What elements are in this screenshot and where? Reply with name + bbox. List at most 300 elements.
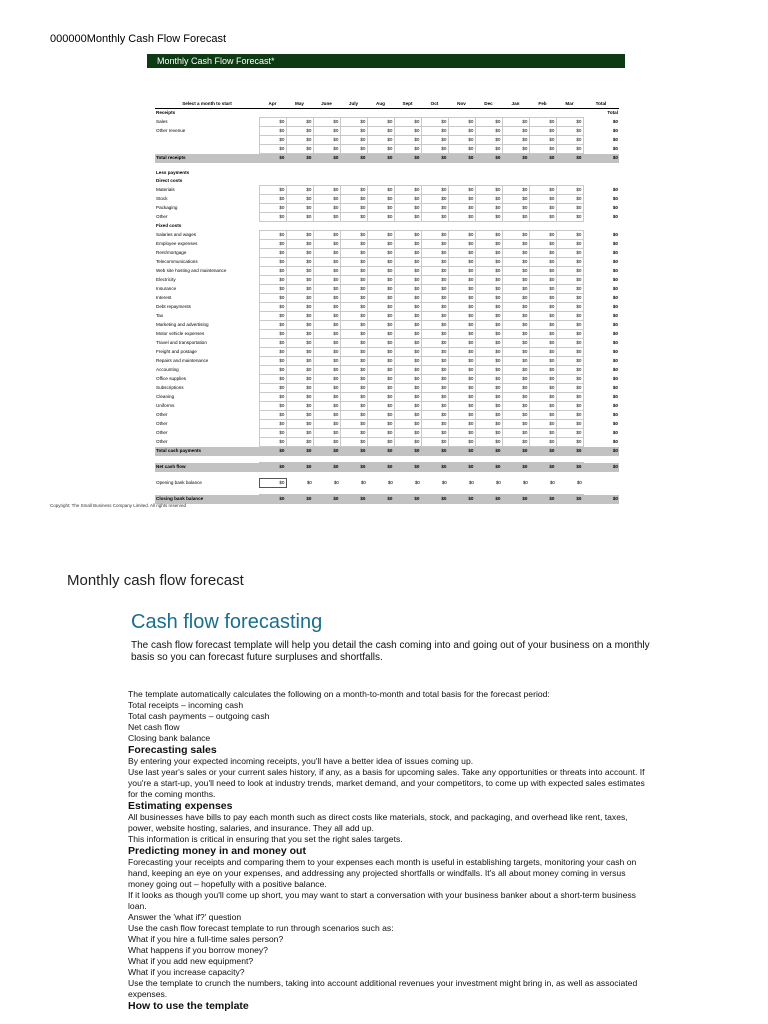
- month-value-cell[interactable]: $0: [313, 118, 340, 127]
- month-value-cell[interactable]: $0: [475, 420, 502, 429]
- month-value-cell[interactable]: $0: [259, 420, 286, 429]
- month-value-cell[interactable]: $0: [286, 145, 313, 154]
- month-value-cell[interactable]: $0: [475, 231, 502, 240]
- month-value-cell[interactable]: $0: [313, 204, 340, 213]
- month-value-cell[interactable]: $0: [313, 127, 340, 136]
- month-value-cell[interactable]: $0: [448, 195, 475, 204]
- month-value-cell[interactable]: $0: [286, 420, 313, 429]
- month-value-cell[interactable]: $0: [286, 312, 313, 321]
- month-value-cell[interactable]: $0: [394, 186, 421, 195]
- month-value-cell[interactable]: $0: [367, 402, 394, 411]
- month-value-cell[interactable]: $0: [529, 348, 556, 357]
- month-value-cell[interactable]: $0: [313, 276, 340, 285]
- month-value-cell[interactable]: $0: [502, 213, 529, 222]
- month-value-cell[interactable]: $0: [556, 118, 583, 127]
- month-value-cell[interactable]: $0: [394, 411, 421, 420]
- month-value-cell[interactable]: $0: [529, 357, 556, 366]
- month-value-cell[interactable]: $0: [394, 240, 421, 249]
- month-value-cell[interactable]: $0: [259, 312, 286, 321]
- month-value-cell[interactable]: $0: [475, 294, 502, 303]
- month-value-cell[interactable]: $0: [340, 384, 367, 393]
- month-value-cell[interactable]: $0: [286, 339, 313, 348]
- month-value-cell[interactable]: $0: [367, 330, 394, 339]
- month-value-cell[interactable]: $0: [313, 366, 340, 375]
- month-value-cell[interactable]: $0: [502, 186, 529, 195]
- month-value-cell[interactable]: $0: [286, 330, 313, 339]
- month-value-cell[interactable]: $0: [367, 231, 394, 240]
- month-value-cell[interactable]: $0: [529, 375, 556, 384]
- month-value-cell[interactable]: $0: [313, 420, 340, 429]
- month-value-cell[interactable]: $0: [421, 366, 448, 375]
- month-value-cell[interactable]: $0: [340, 145, 367, 154]
- month-value-cell[interactable]: $0: [394, 136, 421, 145]
- month-value-cell[interactable]: $0: [340, 420, 367, 429]
- month-value-cell[interactable]: $0: [421, 402, 448, 411]
- month-value-cell[interactable]: $0: [475, 213, 502, 222]
- month-value-cell[interactable]: $0: [340, 375, 367, 384]
- month-value-cell[interactable]: $0: [556, 136, 583, 145]
- month-value-cell[interactable]: $0: [394, 195, 421, 204]
- month-value-cell[interactable]: $0: [259, 294, 286, 303]
- month-value-cell[interactable]: $0: [286, 384, 313, 393]
- month-value-cell[interactable]: $0: [448, 312, 475, 321]
- month-value-cell[interactable]: $0: [421, 411, 448, 420]
- month-value-cell[interactable]: $0: [394, 375, 421, 384]
- month-value-cell[interactable]: $0: [313, 402, 340, 411]
- month-value-cell[interactable]: $0: [502, 357, 529, 366]
- month-value-cell[interactable]: $0: [340, 429, 367, 438]
- month-value-cell[interactable]: $0: [448, 402, 475, 411]
- month-value-cell[interactable]: $0: [448, 285, 475, 294]
- month-value-cell[interactable]: $0: [529, 366, 556, 375]
- month-value-cell[interactable]: $0: [556, 145, 583, 154]
- month-value-cell[interactable]: $0: [367, 312, 394, 321]
- month-value-cell[interactable]: $0: [367, 429, 394, 438]
- month-value-cell[interactable]: $0: [421, 240, 448, 249]
- month-value-cell[interactable]: $0: [556, 348, 583, 357]
- month-value-cell[interactable]: $0: [421, 321, 448, 330]
- month-value-cell[interactable]: $0: [367, 186, 394, 195]
- month-value-cell[interactable]: $0: [394, 204, 421, 213]
- month-value-cell[interactable]: $0: [502, 321, 529, 330]
- month-value-cell[interactable]: $0: [421, 384, 448, 393]
- month-value-cell[interactable]: $0: [448, 429, 475, 438]
- month-value-cell[interactable]: $0: [286, 249, 313, 258]
- month-value-cell[interactable]: $0: [502, 411, 529, 420]
- month-value-cell[interactable]: $0: [475, 276, 502, 285]
- month-value-cell[interactable]: $0: [502, 240, 529, 249]
- month-value-cell[interactable]: $0: [475, 303, 502, 312]
- month-value-cell[interactable]: $0: [313, 375, 340, 384]
- month-value-cell[interactable]: $0: [556, 438, 583, 447]
- month-value-cell[interactable]: $0: [556, 186, 583, 195]
- month-value-cell[interactable]: $0: [556, 420, 583, 429]
- month-value-cell[interactable]: $0: [259, 438, 286, 447]
- month-value-cell[interactable]: $0: [475, 438, 502, 447]
- month-value-cell[interactable]: $0: [286, 348, 313, 357]
- month-value-cell[interactable]: $0: [502, 420, 529, 429]
- month-value-cell[interactable]: $0: [367, 375, 394, 384]
- month-value-cell[interactable]: $0: [340, 357, 367, 366]
- month-value-cell[interactable]: $0: [448, 276, 475, 285]
- month-value-cell[interactable]: $0: [259, 118, 286, 127]
- month-value-cell[interactable]: $0: [340, 294, 367, 303]
- month-value-cell[interactable]: $0: [448, 348, 475, 357]
- month-value-cell[interactable]: $0: [367, 420, 394, 429]
- month-value-cell[interactable]: $0: [259, 276, 286, 285]
- month-value-cell[interactable]: $0: [394, 312, 421, 321]
- month-value-cell[interactable]: $0: [394, 321, 421, 330]
- month-value-cell[interactable]: $0: [367, 240, 394, 249]
- month-value-cell[interactable]: $0: [448, 393, 475, 402]
- month-value-cell[interactable]: $0: [313, 312, 340, 321]
- month-value-cell[interactable]: $0: [448, 339, 475, 348]
- month-value-cell[interactable]: $0: [421, 258, 448, 267]
- month-value-cell[interactable]: $0: [421, 348, 448, 357]
- month-value-cell[interactable]: $0: [529, 393, 556, 402]
- month-value-cell[interactable]: $0: [421, 249, 448, 258]
- month-value-cell[interactable]: $0: [340, 276, 367, 285]
- month-value-cell[interactable]: $0: [502, 375, 529, 384]
- month-value-cell[interactable]: $0: [286, 258, 313, 267]
- month-value-cell[interactable]: $0: [475, 366, 502, 375]
- month-value-cell[interactable]: $0: [367, 127, 394, 136]
- month-value-cell[interactable]: $0: [340, 213, 367, 222]
- month-value-cell[interactable]: $0: [394, 249, 421, 258]
- month-value-cell[interactable]: $0: [448, 258, 475, 267]
- month-value-cell[interactable]: $0: [529, 276, 556, 285]
- month-value-cell[interactable]: $0: [259, 145, 286, 154]
- month-value-cell[interactable]: $0: [448, 118, 475, 127]
- month-value-cell[interactable]: $0: [448, 186, 475, 195]
- month-value-cell[interactable]: $0: [529, 438, 556, 447]
- month-value-cell[interactable]: $0: [529, 330, 556, 339]
- month-value-cell[interactable]: $0: [394, 402, 421, 411]
- month-value-cell[interactable]: $0: [367, 267, 394, 276]
- month-value-cell[interactable]: $0: [367, 276, 394, 285]
- month-value-cell[interactable]: $0: [259, 393, 286, 402]
- month-value-cell[interactable]: $0: [475, 321, 502, 330]
- month-value-cell[interactable]: $0: [286, 294, 313, 303]
- month-value-cell[interactable]: $0: [394, 357, 421, 366]
- month-value-cell[interactable]: $0: [556, 330, 583, 339]
- month-value-cell[interactable]: $0: [448, 303, 475, 312]
- month-value-cell[interactable]: $0: [556, 267, 583, 276]
- month-value-cell[interactable]: $0: [367, 145, 394, 154]
- month-value-cell[interactable]: $0: [367, 195, 394, 204]
- month-value-cell[interactable]: $0: [448, 366, 475, 375]
- month-value-cell[interactable]: $0: [556, 294, 583, 303]
- month-value-cell[interactable]: $0: [259, 339, 286, 348]
- month-value-cell[interactable]: $0: [394, 118, 421, 127]
- month-value-cell[interactable]: $0: [259, 195, 286, 204]
- month-value-cell[interactable]: $0: [448, 294, 475, 303]
- month-value-cell[interactable]: $0: [421, 213, 448, 222]
- month-value-cell[interactable]: $0: [475, 402, 502, 411]
- month-value-cell[interactable]: $0: [421, 312, 448, 321]
- month-value-cell[interactable]: $0: [475, 339, 502, 348]
- month-value-cell[interactable]: $0: [367, 258, 394, 267]
- month-value-cell[interactable]: $0: [259, 348, 286, 357]
- month-value-cell[interactable]: $0: [556, 303, 583, 312]
- month-value-cell[interactable]: $0: [475, 204, 502, 213]
- month-value-cell[interactable]: $0: [529, 312, 556, 321]
- month-value-cell[interactable]: $0: [340, 303, 367, 312]
- month-value-cell[interactable]: $0: [421, 118, 448, 127]
- month-value-cell[interactable]: $0: [313, 186, 340, 195]
- month-value-cell[interactable]: $0: [529, 186, 556, 195]
- month-value-cell[interactable]: $0: [286, 276, 313, 285]
- month-value-cell[interactable]: $0: [340, 402, 367, 411]
- month-value-cell[interactable]: $0: [340, 312, 367, 321]
- month-value-cell[interactable]: $0: [502, 195, 529, 204]
- month-value-cell[interactable]: $0: [394, 145, 421, 154]
- month-value-cell[interactable]: $0: [421, 186, 448, 195]
- month-value-cell[interactable]: $0: [259, 411, 286, 420]
- month-value-cell[interactable]: $0: [313, 411, 340, 420]
- month-value-cell[interactable]: $0: [556, 357, 583, 366]
- month-value-cell[interactable]: $0: [367, 294, 394, 303]
- month-value-cell[interactable]: $0: [421, 294, 448, 303]
- month-value-cell[interactable]: $0: [313, 231, 340, 240]
- month-value-cell[interactable]: $0: [259, 375, 286, 384]
- month-value-cell[interactable]: $0: [286, 267, 313, 276]
- month-value-cell[interactable]: $0: [286, 136, 313, 145]
- month-value-cell[interactable]: $0: [529, 294, 556, 303]
- month-value-cell[interactable]: $0: [475, 240, 502, 249]
- month-value-cell[interactable]: $0: [529, 204, 556, 213]
- month-value-cell[interactable]: $0: [421, 429, 448, 438]
- month-value-cell[interactable]: $0: [313, 339, 340, 348]
- month-value-cell[interactable]: $0: [421, 195, 448, 204]
- month-value-cell[interactable]: $0: [394, 393, 421, 402]
- month-value-cell[interactable]: $0: [502, 249, 529, 258]
- month-value-cell[interactable]: $0: [448, 127, 475, 136]
- month-value-cell[interactable]: $0: [340, 204, 367, 213]
- month-value-cell[interactable]: $0: [502, 303, 529, 312]
- month-value-cell[interactable]: $0: [475, 267, 502, 276]
- month-value-cell[interactable]: $0: [502, 231, 529, 240]
- month-value-cell[interactable]: $0: [367, 303, 394, 312]
- month-value-cell[interactable]: $0: [340, 240, 367, 249]
- month-value-cell[interactable]: $0: [340, 127, 367, 136]
- month-value-cell[interactable]: $0: [259, 429, 286, 438]
- month-value-cell[interactable]: $0: [502, 438, 529, 447]
- month-value-cell[interactable]: $0: [448, 321, 475, 330]
- month-value-cell[interactable]: $0: [313, 294, 340, 303]
- month-value-cell[interactable]: $0: [448, 420, 475, 429]
- month-value-cell[interactable]: $0: [529, 321, 556, 330]
- month-value-cell[interactable]: $0: [259, 285, 286, 294]
- month-value-cell[interactable]: $0: [286, 402, 313, 411]
- month-value-cell[interactable]: $0: [340, 330, 367, 339]
- month-value-cell[interactable]: $0: [340, 195, 367, 204]
- month-value-cell[interactable]: $0: [421, 339, 448, 348]
- month-value-cell[interactable]: $0: [556, 375, 583, 384]
- month-value-cell[interactable]: $0: [421, 420, 448, 429]
- month-value-cell[interactable]: $0: [556, 384, 583, 393]
- month-value-cell[interactable]: $0: [502, 384, 529, 393]
- month-value-cell[interactable]: $0: [259, 479, 286, 488]
- month-value-cell[interactable]: $0: [448, 145, 475, 154]
- month-value-cell[interactable]: $0: [421, 204, 448, 213]
- month-value-cell[interactable]: $0: [340, 267, 367, 276]
- month-value-cell[interactable]: $0: [475, 411, 502, 420]
- month-value-cell[interactable]: $0: [502, 330, 529, 339]
- month-value-cell[interactable]: $0: [448, 375, 475, 384]
- month-value-cell[interactable]: $0: [475, 429, 502, 438]
- month-value-cell[interactable]: $0: [529, 267, 556, 276]
- month-value-cell[interactable]: $0: [259, 384, 286, 393]
- month-value-cell[interactable]: $0: [502, 402, 529, 411]
- month-value-cell[interactable]: $0: [313, 267, 340, 276]
- month-value-cell[interactable]: $0: [502, 393, 529, 402]
- month-value-cell[interactable]: $0: [394, 348, 421, 357]
- month-value-cell[interactable]: $0: [340, 118, 367, 127]
- month-value-cell[interactable]: $0: [259, 249, 286, 258]
- month-value-cell[interactable]: $0: [475, 348, 502, 357]
- month-value-cell[interactable]: $0: [313, 348, 340, 357]
- month-value-cell[interactable]: $0: [556, 366, 583, 375]
- month-value-cell[interactable]: $0: [448, 438, 475, 447]
- month-value-cell[interactable]: $0: [502, 429, 529, 438]
- month-value-cell[interactable]: $0: [367, 411, 394, 420]
- month-value-cell[interactable]: $0: [367, 285, 394, 294]
- month-value-cell[interactable]: $0: [367, 366, 394, 375]
- month-value-cell[interactable]: $0: [475, 330, 502, 339]
- month-value-cell[interactable]: $0: [313, 321, 340, 330]
- month-value-cell[interactable]: $0: [421, 438, 448, 447]
- month-value-cell[interactable]: $0: [502, 348, 529, 357]
- month-value-cell[interactable]: $0: [313, 303, 340, 312]
- month-value-cell[interactable]: $0: [529, 420, 556, 429]
- month-value-cell[interactable]: $0: [475, 118, 502, 127]
- month-value-cell[interactable]: $0: [394, 330, 421, 339]
- month-value-cell[interactable]: $0: [367, 204, 394, 213]
- month-value-cell[interactable]: $0: [367, 438, 394, 447]
- month-value-cell[interactable]: $0: [556, 195, 583, 204]
- month-value-cell[interactable]: $0: [340, 321, 367, 330]
- month-value-cell[interactable]: $0: [448, 411, 475, 420]
- month-value-cell[interactable]: $0: [556, 258, 583, 267]
- month-value-cell[interactable]: $0: [502, 204, 529, 213]
- month-value-cell[interactable]: $0: [529, 195, 556, 204]
- month-value-cell[interactable]: $0: [394, 213, 421, 222]
- month-value-cell[interactable]: $0: [556, 285, 583, 294]
- month-value-cell[interactable]: $0: [286, 438, 313, 447]
- month-value-cell[interactable]: $0: [394, 276, 421, 285]
- month-value-cell[interactable]: $0: [313, 393, 340, 402]
- month-value-cell[interactable]: $0: [313, 136, 340, 145]
- month-value-cell[interactable]: $0: [475, 285, 502, 294]
- month-value-cell[interactable]: $0: [475, 249, 502, 258]
- month-value-cell[interactable]: $0: [286, 375, 313, 384]
- month-value-cell[interactable]: $0: [394, 231, 421, 240]
- month-value-cell[interactable]: $0: [367, 136, 394, 145]
- month-value-cell[interactable]: $0: [259, 366, 286, 375]
- month-value-cell[interactable]: $0: [421, 393, 448, 402]
- month-value-cell[interactable]: $0: [529, 118, 556, 127]
- month-value-cell[interactable]: $0: [286, 429, 313, 438]
- month-value-cell[interactable]: $0: [367, 384, 394, 393]
- month-value-cell[interactable]: $0: [556, 231, 583, 240]
- month-value-cell[interactable]: $0: [367, 357, 394, 366]
- month-value-cell[interactable]: $0: [340, 438, 367, 447]
- month-value-cell[interactable]: $0: [286, 118, 313, 127]
- month-value-cell[interactable]: $0: [313, 213, 340, 222]
- month-value-cell[interactable]: $0: [556, 429, 583, 438]
- month-value-cell[interactable]: $0: [259, 321, 286, 330]
- month-value-cell[interactable]: $0: [340, 393, 367, 402]
- month-value-cell[interactable]: $0: [448, 240, 475, 249]
- month-value-cell[interactable]: $0: [448, 213, 475, 222]
- month-value-cell[interactable]: $0: [313, 438, 340, 447]
- month-value-cell[interactable]: $0: [394, 303, 421, 312]
- month-value-cell[interactable]: $0: [448, 231, 475, 240]
- month-value-cell[interactable]: $0: [286, 393, 313, 402]
- month-value-cell[interactable]: $0: [313, 384, 340, 393]
- month-value-cell[interactable]: $0: [502, 145, 529, 154]
- month-value-cell[interactable]: $0: [556, 411, 583, 420]
- month-value-cell[interactable]: $0: [394, 258, 421, 267]
- month-value-cell[interactable]: $0: [529, 384, 556, 393]
- month-value-cell[interactable]: $0: [475, 145, 502, 154]
- month-value-cell[interactable]: $0: [286, 411, 313, 420]
- month-value-cell[interactable]: $0: [367, 339, 394, 348]
- month-value-cell[interactable]: $0: [394, 267, 421, 276]
- month-value-cell[interactable]: $0: [340, 348, 367, 357]
- month-value-cell[interactable]: $0: [313, 429, 340, 438]
- month-value-cell[interactable]: $0: [421, 303, 448, 312]
- month-value-cell[interactable]: $0: [475, 312, 502, 321]
- month-value-cell[interactable]: $0: [475, 384, 502, 393]
- month-value-cell[interactable]: $0: [340, 285, 367, 294]
- month-value-cell[interactable]: $0: [313, 357, 340, 366]
- month-value-cell[interactable]: $0: [502, 285, 529, 294]
- month-value-cell[interactable]: $0: [367, 213, 394, 222]
- month-value-cell[interactable]: $0: [394, 420, 421, 429]
- month-value-cell[interactable]: $0: [340, 339, 367, 348]
- month-value-cell[interactable]: $0: [448, 136, 475, 145]
- month-value-cell[interactable]: $0: [475, 136, 502, 145]
- month-value-cell[interactable]: $0: [259, 267, 286, 276]
- month-value-cell[interactable]: $0: [448, 249, 475, 258]
- month-value-cell[interactable]: $0: [286, 195, 313, 204]
- month-value-cell[interactable]: $0: [529, 231, 556, 240]
- month-value-cell[interactable]: $0: [448, 204, 475, 213]
- month-value-cell[interactable]: $0: [529, 213, 556, 222]
- month-value-cell[interactable]: $0: [313, 285, 340, 294]
- month-value-cell[interactable]: $0: [502, 127, 529, 136]
- month-value-cell[interactable]: $0: [475, 258, 502, 267]
- month-value-cell[interactable]: $0: [340, 186, 367, 195]
- month-value-cell[interactable]: $0: [286, 204, 313, 213]
- month-value-cell[interactable]: $0: [367, 393, 394, 402]
- month-value-cell[interactable]: $0: [421, 357, 448, 366]
- month-value-cell[interactable]: $0: [367, 249, 394, 258]
- month-value-cell[interactable]: $0: [313, 195, 340, 204]
- month-value-cell[interactable]: $0: [502, 258, 529, 267]
- month-value-cell[interactable]: $0: [286, 127, 313, 136]
- month-value-cell[interactable]: $0: [556, 276, 583, 285]
- month-value-cell[interactable]: $0: [529, 402, 556, 411]
- month-value-cell[interactable]: $0: [313, 249, 340, 258]
- month-value-cell[interactable]: $0: [394, 438, 421, 447]
- month-value-cell[interactable]: $0: [259, 213, 286, 222]
- month-value-cell[interactable]: $0: [340, 136, 367, 145]
- month-value-cell[interactable]: $0: [259, 330, 286, 339]
- month-value-cell[interactable]: $0: [448, 357, 475, 366]
